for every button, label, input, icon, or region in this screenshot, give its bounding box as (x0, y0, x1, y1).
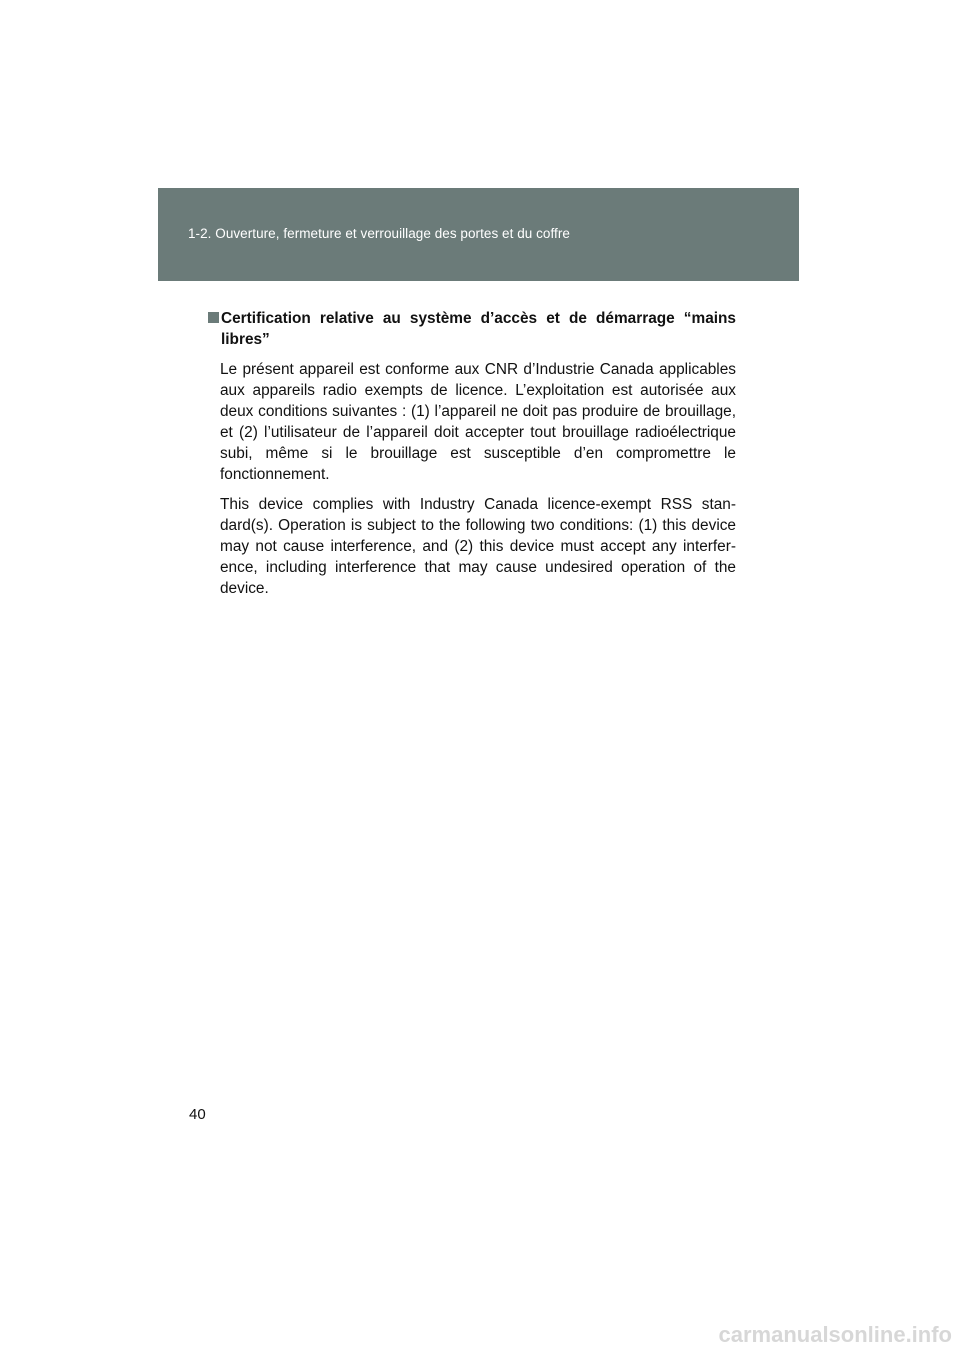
square-bullet-icon (208, 312, 219, 323)
section-header-band (158, 188, 799, 281)
page-number: 40 (189, 1106, 206, 1123)
watermark-logo: carmanualsonline.info (718, 1322, 952, 1347)
document-content (208, 308, 736, 599)
paragraph-english: This device complies with Industry Canada licence-exempt RSS stan-dard(s). Operation is subject to the following two conditions: (1) this device may not cause interference, and (2) this device must accept any interfer-ence, including interference that may cause undesired operation of the device. (220, 496, 736, 597)
section-heading-text: Certification relative au système d’accès et de démarrage “mains libres” (221, 310, 736, 348)
section-title: 1-2. Ouverture, fermeture et verrouillage des portes et du coffre (188, 226, 570, 241)
paragraph-french: Le présent appareil est conforme aux CNR d’Industrie Canada applicables aux appareils radio exempts de licence. L’exploitation est autorisée aux deux conditions suivantes : (1) l’appareil ne doit pas produire de brouillage, et (2) l’utilisateur de l’appareil doit accepter tout brouillage radioélectrique subi, même si le brouillage est susceptible d’en compromettre le fonctionnement. (220, 361, 736, 483)
section-heading (208, 308, 736, 350)
